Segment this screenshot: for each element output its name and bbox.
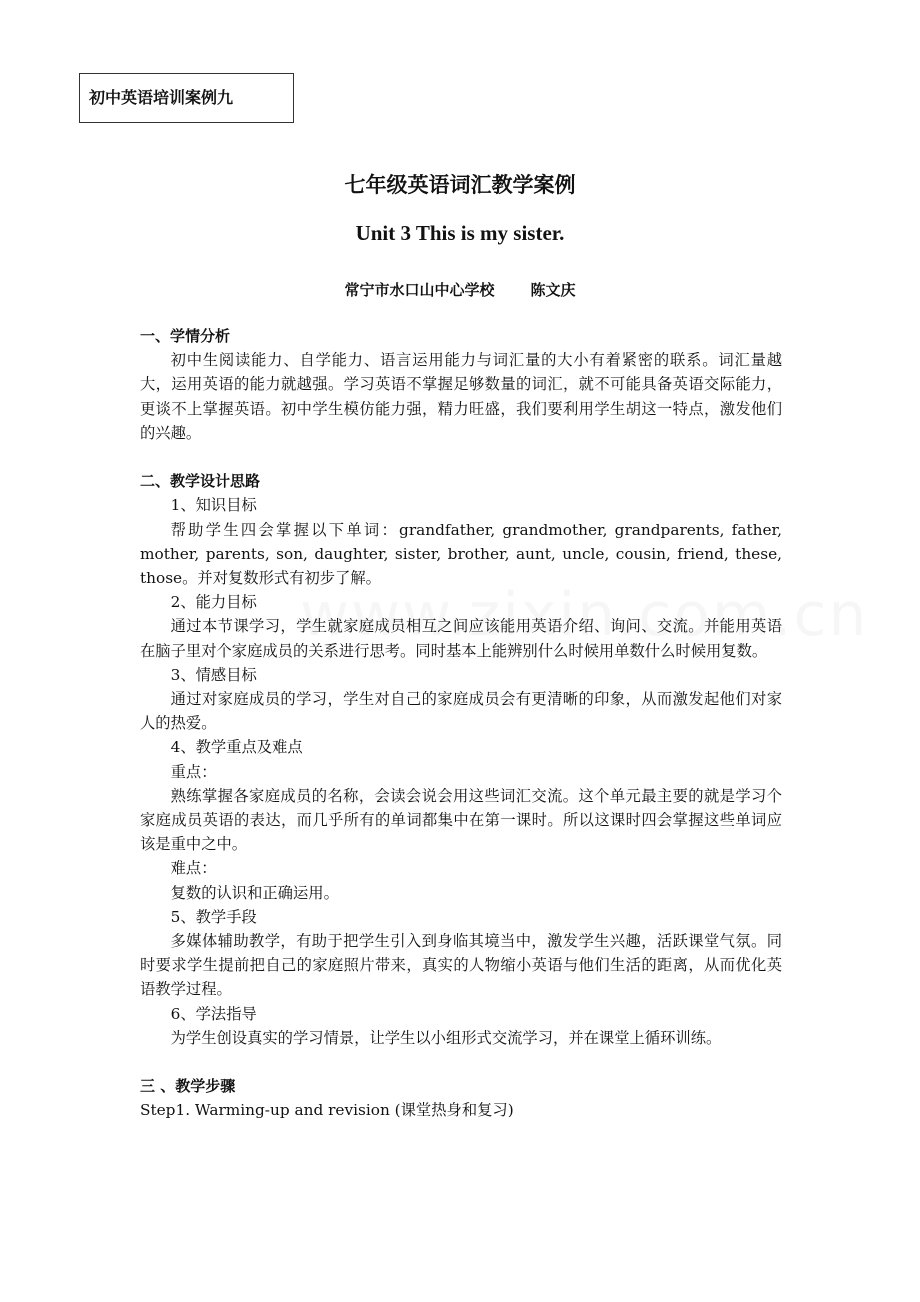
teaching-means-label: 5、教学手段 [170,907,257,926]
author-name: 陈文庆 [530,281,576,299]
document-body [140,324,782,1123]
knowledge-goal-text: 帮助学生四会掌握以下单词：grandfather, grandmother, grandparents, father, mother, parents, son, daughter, sister, brother, aunt, uncle, cousin, friend, these, those。并对复数形式有初步了解。 [140,520,782,588]
teaching-means-text: 多媒体辅助教学，有助于把学生引入到身临其境当中，激发学生兴趣，活跃课堂气氛。同时要求学生提前把自己的家庭照片带来，真实的人物缩小英语与他们生活的距离，从而优化英语教学过程。 [140,932,782,999]
section-heading-analysis: 一、学情分析 [140,327,231,345]
analysis-paragraph: 初中生阅读能力、自学能力、语言运用能力与词汇量的大小有着紧密的联系。词汇量越大，运用英语的能力就越强。学习英语不掌握足够数量的词汇，就不可能具备英语交际能力，更谈不上掌握英语。初中学生模仿能力强，精力旺盛，我们要利用学生胡这一特点，激发他们的兴趣。 [140,351,782,442]
knowledge-goal-label: 1、知识目标 [170,496,257,515]
emotion-goal-text: 通过对家庭成员的学习，学生对自己的家庭成员会有更清晰的印象，从而激发起他们对家人的热爱。 [140,690,782,733]
ability-goal-text: 通过本节课学习，学生就家庭成员相互之间应该能用英语介绍、询问、交流。并能用英语在脑子里对个家庭成员的关系进行思考。同时基本上能辨别什么时候用单数什么时候用复数。 [140,617,782,660]
section-heading-design: 二、教学设计思路 [140,472,261,491]
focus-label: 重点： [170,762,217,781]
emotion-goal-label: 3、情感目标 [170,665,257,684]
learning-method-label: 6、学法指导 [170,1004,257,1023]
author-line [0,278,920,302]
learning-method-text: 为学生创设真实的学习情景，让学生以小组形式交流学习，并在课堂上循环训练。 [170,1028,722,1047]
focus-text: 熟练掌握各家庭成员的名称，会读会说会用这些词汇交流。这个单元最主要的就是学习个家庭成员英语的表达，而几乎所有的单词都集中在第一课时。所以这课时四会掌握这些单词应该是重中之中。 [140,786,782,854]
step1-text: Step1. Warming-up and revision (课堂热身和复习) [140,1101,514,1120]
school-name: 常宁市水口山中心学校 [344,281,495,299]
key-points-label: 4、教学重点及难点 [170,738,303,757]
ability-goal-label: 2、能力目标 [170,593,257,612]
case-label-box: 初中英语培训案例九 [79,73,294,123]
difficulty-text: 复数的认识和正确运用。 [170,883,339,902]
section-heading-steps: 三 、教学步骤 [140,1077,236,1096]
document-subtitle: Unit 3 This is my sister. [355,221,565,245]
document-title: 七年级英语词汇教学案例 [344,173,576,197]
difficulty-label: 难点： [170,859,217,878]
